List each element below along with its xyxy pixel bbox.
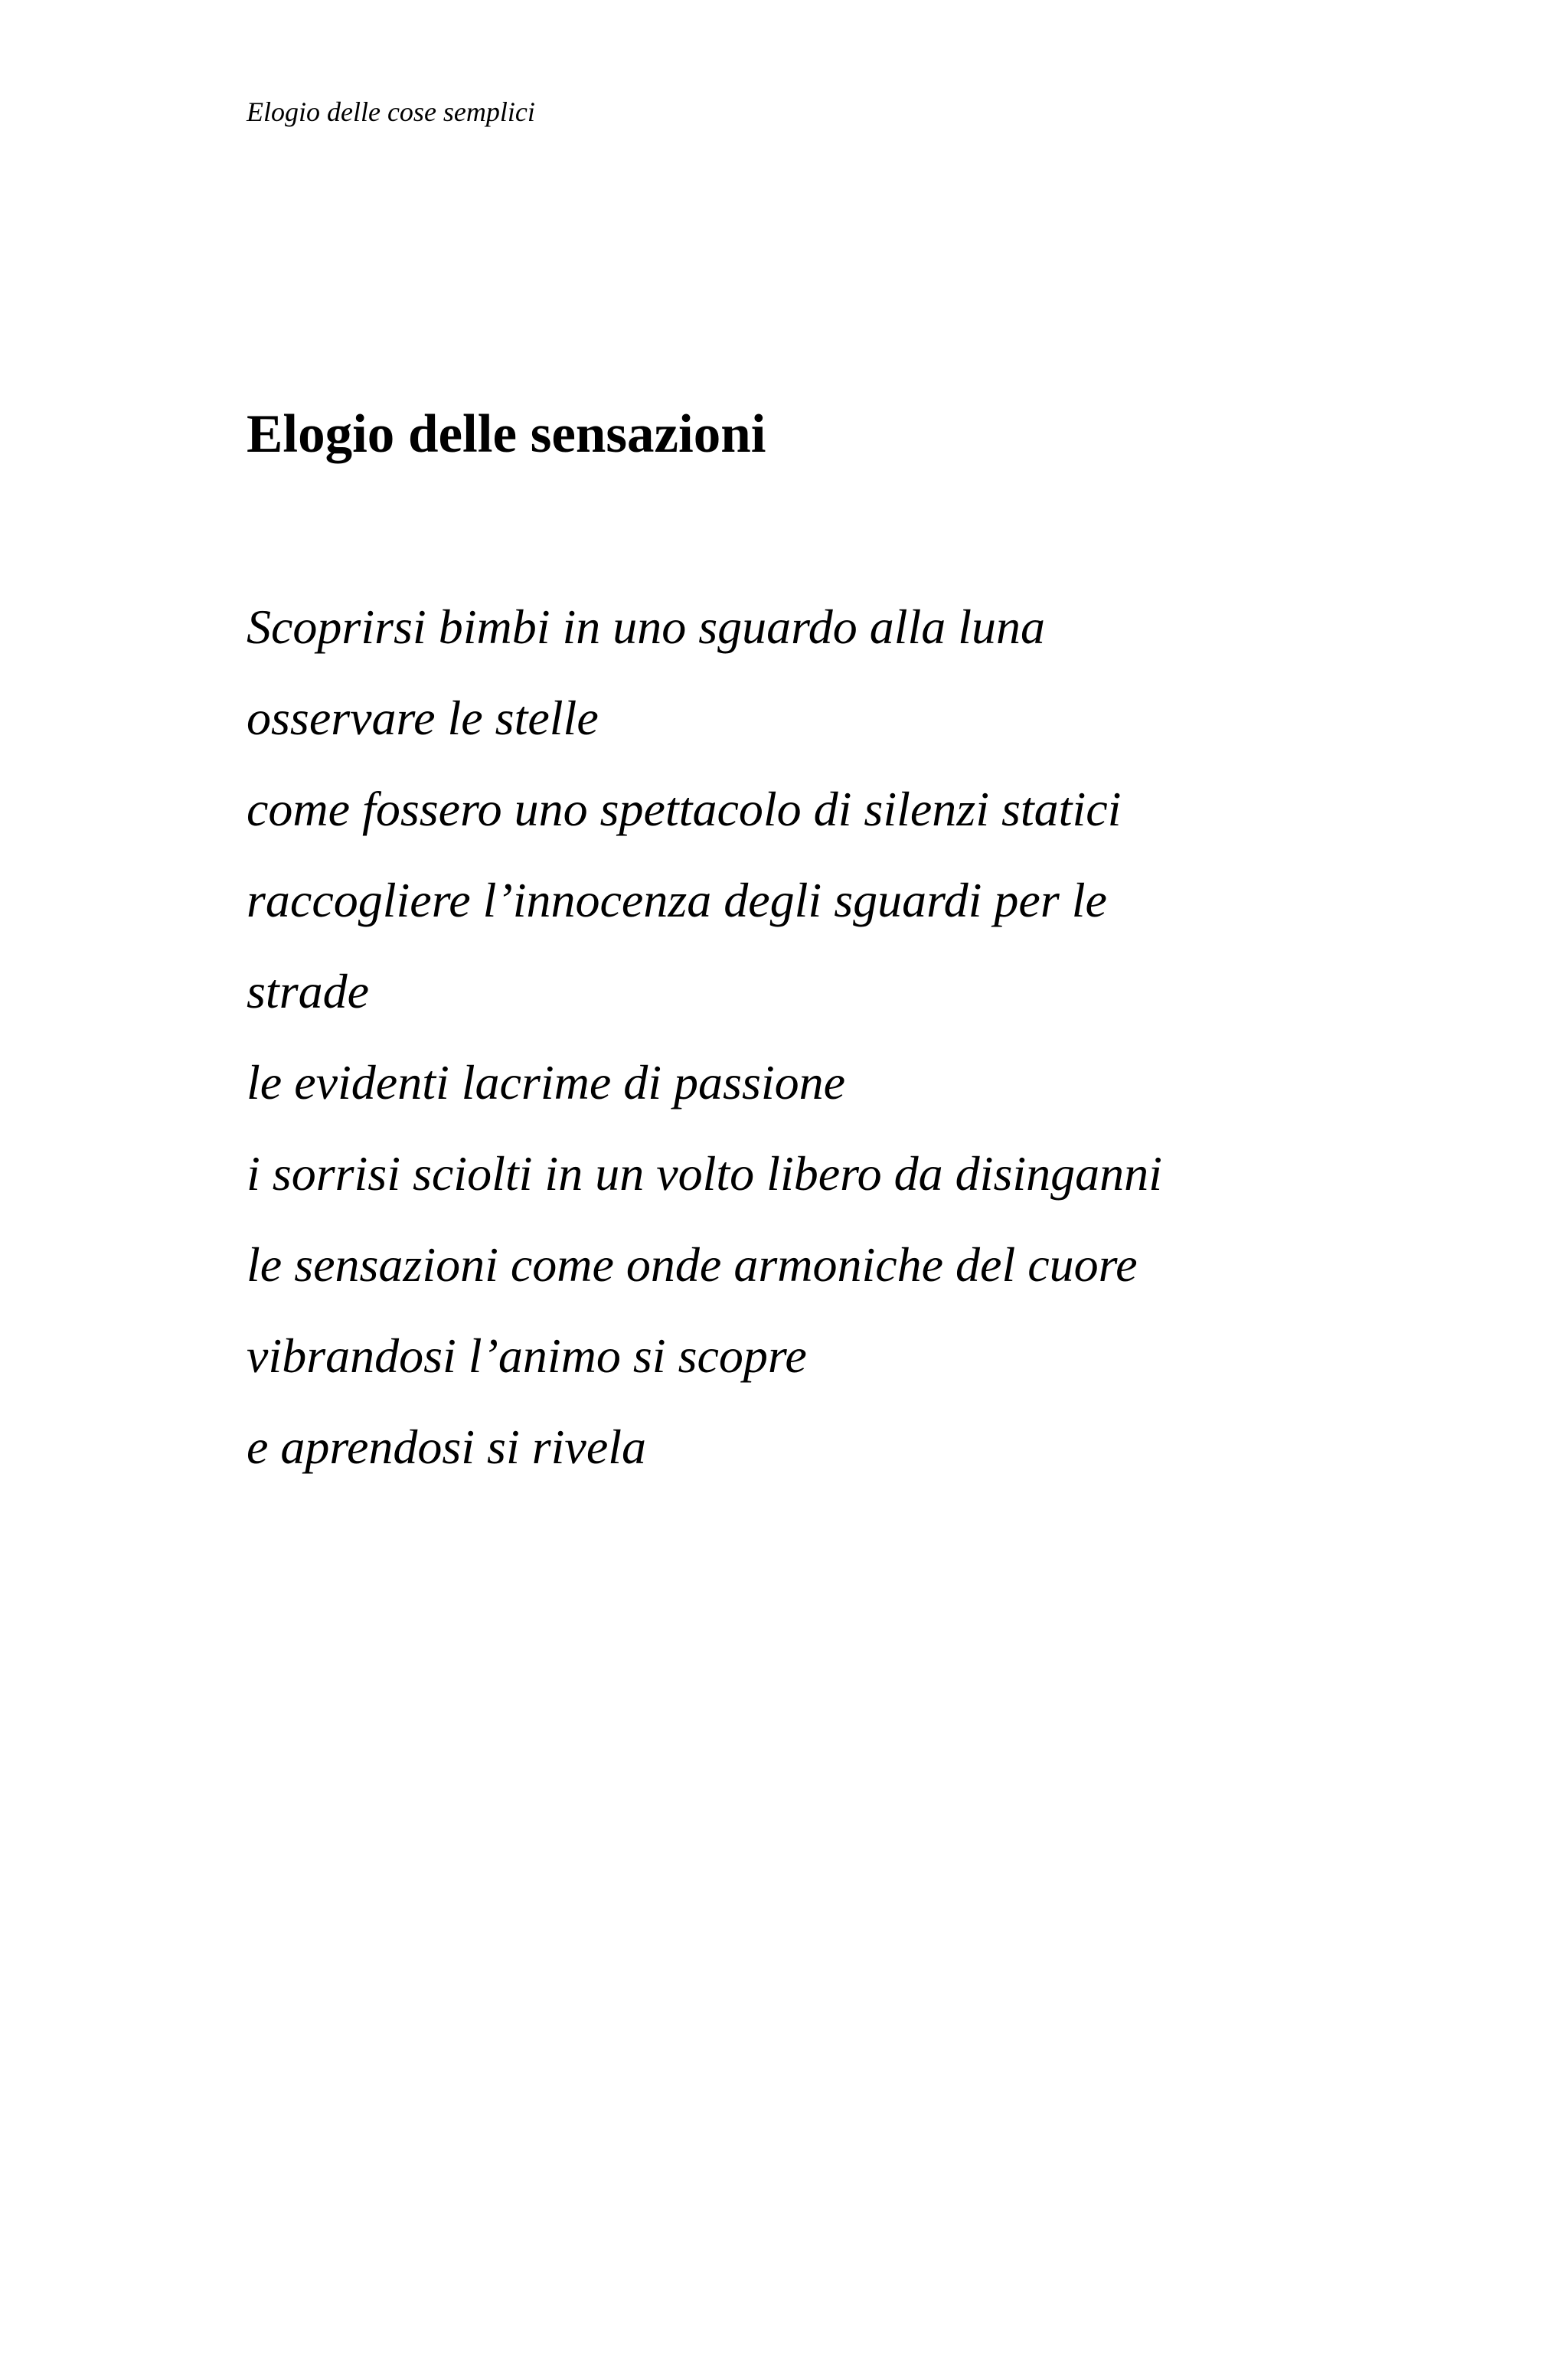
poem-line: osservare le stelle [247, 691, 599, 745]
poem-line: le evidenti lacrime di passione [247, 1055, 846, 1109]
running-header: Elogio delle cose semplici [247, 96, 535, 127]
poem-title: Elogio delle sensazioni [247, 404, 766, 464]
poem-line: come fossero uno spettacolo di silenzi statici [247, 782, 1122, 836]
poem-line: i sorrisi sciolti in un volto libero da disinganni [247, 1146, 1162, 1201]
poem-line: Scoprirsi bimbi in uno sguardo alla luna [247, 600, 1046, 654]
poem-line: vibrandosi l’animo si scopre [247, 1328, 807, 1383]
poem-line: le sensazioni come onde armoniche del cuore [247, 1237, 1138, 1292]
poem-line: e aprendosi si rivela [247, 1420, 646, 1474]
poem-line: strade [247, 964, 369, 1018]
poem-line: raccogliere l’innocenza degli sguardi per le [247, 873, 1107, 927]
poem-body [247, 593, 1395, 1504]
